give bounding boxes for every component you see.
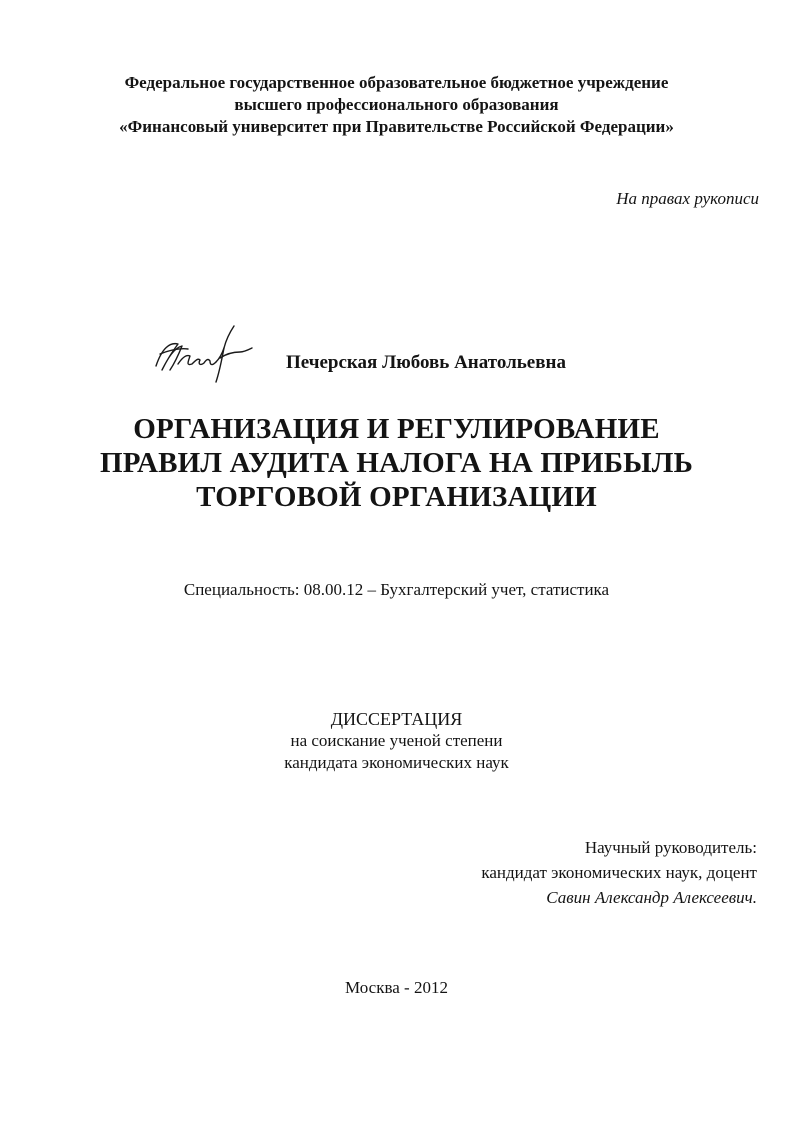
institution-line-2: высшего профессионального образования — [234, 95, 559, 114]
title-line-3: ТОРГОВОЙ ОРГАНИЗАЦИИ — [196, 481, 597, 513]
dissertation-title — [0, 412, 793, 514]
author-name: Печерская Любовь Анатольевна — [286, 352, 566, 373]
supervisor-name: Савин Александр Алексеевич. — [546, 888, 757, 907]
degree-type: ДИССЕРТАЦИЯ — [330, 709, 463, 729]
city-year: Москва - 2012 — [345, 978, 448, 997]
title-line-2: ПРАВИЛ АУДИТА НАЛОГА НА ПРИБЫЛЬ — [100, 447, 693, 479]
institution-line-3: «Финансовый университет при Правительстве Российской Федерации» — [119, 117, 674, 136]
institution-line-1: Федеральное государственное образовательное бюджетное учреждение — [124, 73, 669, 92]
degree-line-3: кандидата экономических наук — [284, 753, 509, 772]
supervisor-block — [481, 835, 757, 910]
specialty: Специальность: 08.00.12 – Бухгалтерский учет, статистика — [183, 580, 610, 599]
author-signature — [148, 318, 268, 388]
institution-header — [0, 72, 793, 138]
supervisor-label: Научный руководитель: — [584, 838, 757, 857]
manuscript-note: На правах рукописи — [616, 189, 759, 208]
degree-block — [0, 708, 793, 774]
supervisor-credentials: кандидат экономических наук, доцент — [481, 863, 757, 882]
degree-line-2: на соискание ученой степени — [290, 731, 503, 750]
title-line-1: ОРГАНИЗАЦИЯ И РЕГУЛИРОВАНИЕ — [133, 413, 660, 445]
